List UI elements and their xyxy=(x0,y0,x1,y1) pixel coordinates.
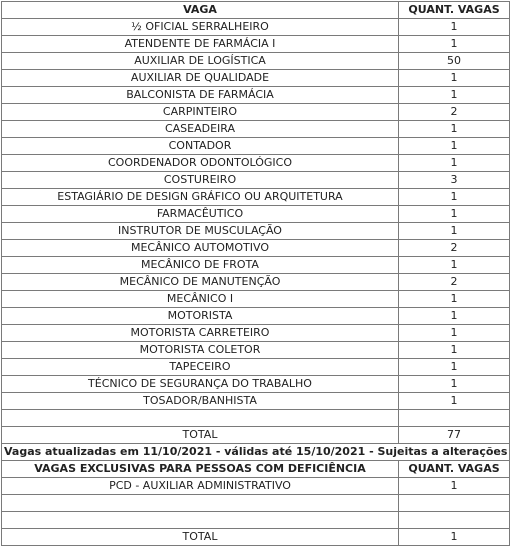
quant-cell: 1 xyxy=(399,36,510,53)
quant-cell: 1 xyxy=(399,70,510,87)
vaga-cell: TOSADOR/BANHISTA xyxy=(2,393,399,410)
vaga-cell: CASEADEIRA xyxy=(2,121,399,138)
pcd-total-row xyxy=(2,529,510,546)
quant-cell: 1 xyxy=(399,223,510,240)
vaga-cell: COORDENADOR ODONTOLÓGICO xyxy=(2,155,399,172)
table-row xyxy=(2,376,510,393)
quant-cell: 1 xyxy=(399,325,510,342)
quant-cell: 3 xyxy=(399,172,510,189)
table-row xyxy=(2,308,510,325)
pcd-header-row xyxy=(2,461,510,478)
quant-cell: 1 xyxy=(399,478,510,495)
vaga-cell: PCD - AUXILIAR ADMINISTRATIVO xyxy=(2,478,399,495)
quant-cell: 1 xyxy=(399,138,510,155)
quant-cell: 2 xyxy=(399,240,510,257)
table-row xyxy=(2,121,510,138)
vaga-cell: MOTORISTA CARRETEIRO xyxy=(2,325,399,342)
table-row xyxy=(2,53,510,70)
table-row xyxy=(2,104,510,121)
vaga-cell: BALCONISTA DE FARMÁCIA xyxy=(2,87,399,104)
pcd-header-vaga: VAGAS EXCLUSIVAS PARA PESSOAS COM DEFICIÊNCIA xyxy=(2,461,399,478)
table-row xyxy=(2,70,510,87)
table-row xyxy=(2,189,510,206)
vaga-cell: TÉCNICO DE SEGURANÇA DO TRABALHO xyxy=(2,376,399,393)
vaga-cell: FARMACÊUTICO xyxy=(2,206,399,223)
vaga-cell: MECÂNICO DE FROTA xyxy=(2,257,399,274)
table-row xyxy=(2,257,510,274)
table-row xyxy=(2,206,510,223)
total-row xyxy=(2,427,510,444)
pcd-rows xyxy=(2,478,510,495)
quant-cell: 50 xyxy=(399,53,510,70)
notice-row xyxy=(2,444,510,461)
total-label: TOTAL xyxy=(2,427,399,444)
header-quant-vagas: QUANT. VAGAS xyxy=(399,2,510,19)
quant-cell: 1 xyxy=(399,155,510,172)
vaga-cell: AUXILIAR DE QUALIDADE xyxy=(2,70,399,87)
header-vaga: VAGA xyxy=(2,2,399,19)
table-row xyxy=(2,87,510,104)
table-row xyxy=(2,325,510,342)
table-row xyxy=(2,478,510,495)
table-row xyxy=(2,393,510,410)
vaga-cell: ESTAGIÁRIO DE DESIGN GRÁFICO OU ARQUITETURA xyxy=(2,189,399,206)
vaga-cell: ATENDENTE DE FARMÁCIA I xyxy=(2,36,399,53)
table-row xyxy=(2,359,510,376)
table-row xyxy=(2,172,510,189)
vaga-cell: ½ OFICIAL SERRALHEIRO xyxy=(2,19,399,36)
table-header-row xyxy=(2,2,510,19)
pcd-header-quant: QUANT. VAGAS xyxy=(399,461,510,478)
vaga-cell: TAPECEIRO xyxy=(2,359,399,376)
update-notice: Vagas atualizadas em 11/10/2021 - válidas até 15/10/2021 - Sujeitas a alterações xyxy=(2,444,510,461)
table-row xyxy=(2,274,510,291)
quant-cell: 1 xyxy=(399,342,510,359)
total-value: 77 xyxy=(399,427,510,444)
table-row xyxy=(2,36,510,53)
quant-cell: 1 xyxy=(399,257,510,274)
vaga-cell: MECÂNICO I xyxy=(2,291,399,308)
quant-cell: 2 xyxy=(399,104,510,121)
table-row xyxy=(2,291,510,308)
quant-cell: 1 xyxy=(399,121,510,138)
quant-cell: 1 xyxy=(399,376,510,393)
table-row xyxy=(2,138,510,155)
pcd-total-value: 1 xyxy=(399,529,510,546)
vaga-cell: CONTADOR xyxy=(2,138,399,155)
vaga-cell: INSTRUTOR DE MUSCULAÇÃO xyxy=(2,223,399,240)
quant-cell: 1 xyxy=(399,291,510,308)
vaga-cell: AUXILIAR DE LOGÍSTICA xyxy=(2,53,399,70)
vagas-rows xyxy=(2,19,510,410)
vaga-cell: MECÂNICO AUTOMOTIVO xyxy=(2,240,399,257)
table-row xyxy=(2,342,510,359)
table-row xyxy=(2,223,510,240)
table-row xyxy=(2,19,510,36)
spacer-row xyxy=(2,495,510,512)
spacer-row xyxy=(2,512,510,529)
table-row xyxy=(2,240,510,257)
spacer-row xyxy=(2,410,510,427)
quant-cell: 1 xyxy=(399,206,510,223)
quant-cell: 2 xyxy=(399,274,510,291)
quant-cell: 1 xyxy=(399,87,510,104)
quant-cell: 1 xyxy=(399,308,510,325)
vagas-table xyxy=(1,1,510,546)
vaga-cell: MECÂNICO DE MANUTENÇÃO xyxy=(2,274,399,291)
quant-cell: 1 xyxy=(399,19,510,36)
quant-cell: 1 xyxy=(399,393,510,410)
vaga-cell: CARPINTEIRO xyxy=(2,104,399,121)
vaga-cell: MOTORISTA COLETOR xyxy=(2,342,399,359)
quant-cell: 1 xyxy=(399,189,510,206)
quant-cell: 1 xyxy=(399,359,510,376)
pcd-total-label: TOTAL xyxy=(2,529,399,546)
vaga-cell: COSTUREIRO xyxy=(2,172,399,189)
table-row xyxy=(2,155,510,172)
vaga-cell: MOTORISTA xyxy=(2,308,399,325)
